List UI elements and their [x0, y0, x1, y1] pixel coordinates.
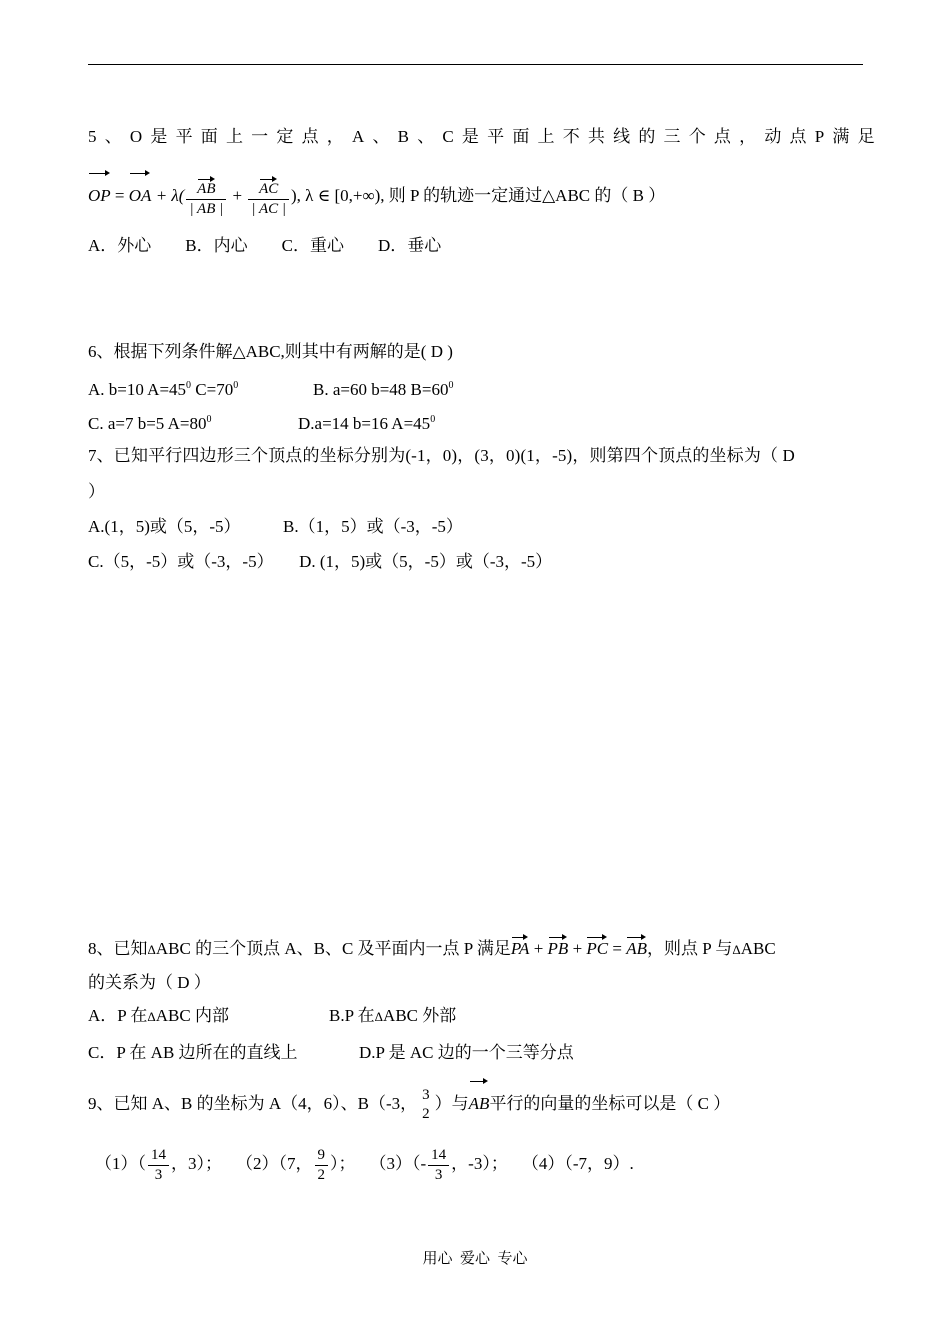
- q8-stem: 8、已知ΔABC 的三个顶点 A、B、C 及平面内一点 P 满足PA + PB + PC = AB，则点 P 与ΔABC: [88, 934, 776, 961]
- q6-option-b: B. a=60 b=48 $B=60^0$: [313, 380, 454, 399]
- q8-option-d: D.P 是 AC 边的一个三等分点: [359, 1043, 574, 1062]
- fraction-ab: $\frac{AB}{| AB |}$: [186, 176, 226, 219]
- vector-ab: AB: [626, 934, 647, 960]
- fraction-14-3-neg: $\frac{14}{3}$: [428, 1146, 449, 1185]
- page-footer: 用心 爱心 专心: [422, 1251, 528, 1267]
- fraction-ac: $\frac{AC}{| AC |}$: [248, 176, 289, 219]
- vector-ab-q9: AB: [469, 1078, 490, 1126]
- vector-oa: OA: [129, 170, 152, 218]
- q7-options-cd: C.（5，-5）或（-3，-5） D. (1，5)或（5，-5）或（-3，-5）: [88, 552, 553, 571]
- triangle-symbol: Δ: [147, 942, 156, 957]
- q5-stem-line1: 5、O是平面上一定点，A、B、C是平面上不共线的三个点，动点P满足: [88, 127, 875, 146]
- vector-pa: PA: [511, 934, 530, 960]
- q9-stem: 9、已知 A、B 的坐标为 A（4，6）、B（-3， 3 2 ）与AB平行的向量的坐标可以是（ C ）: [88, 1078, 730, 1126]
- q6-stem: 6、根据下列条件解△ABC,则其中有两解的是( D ): [88, 342, 453, 361]
- q7-stem-cont: ）: [88, 482, 105, 501]
- q8-stem-cont: 的关系为（ D ）: [88, 973, 211, 992]
- q6-option-a: A. b=10 $A=45^0$ $C=70^0$: [88, 380, 239, 399]
- q7-options-ab: A.(1，5)或（5，-5） B.（1，5）或（-3，-5）: [88, 517, 463, 536]
- q7-stem: 7、已知平行四边形三个顶点的坐标分别为(-1，0)，(3，0)(1，-5)，则第四个顶点的坐标为（ D: [88, 446, 795, 465]
- q6-option-c: C. a=7 b=5 $A=80^0$: [88, 414, 212, 433]
- q6-option-d: D.a=14 b=16 $A=45^0$: [298, 414, 436, 433]
- fraction-9-2: $\frac{9}{2}$: [315, 1146, 329, 1185]
- q8-option-c: C．P 在 AB 边所在的直线上: [88, 1043, 298, 1062]
- q5-stem-end: 则 P 的轨迹一定通过△ABC 的（ B ）: [384, 186, 666, 205]
- fraction-3-2: 3 2: [422, 1087, 430, 1123]
- q5-formula-line: OP = OA + λ( $\frac{AB}{| AB |}$ + $\frac{AC}{| AC |}$ ), λ ∈ [0,+∞), 则 P 的轨迹一定通过△ABC 的（ B ）: [88, 170, 665, 219]
- q8-option-b: B.P 在ΔABC 外部: [329, 1006, 457, 1025]
- q8-option-a: A．P 在ΔABC 内部: [88, 1006, 229, 1025]
- fraction-14-3: $\frac{14}{3}$: [148, 1146, 169, 1185]
- vector-pc: PC: [586, 934, 608, 960]
- header-rule: [88, 64, 863, 65]
- q5-options: A．外心 B．内心 C．重心 D．垂心: [88, 236, 442, 255]
- q9-options: （1）（ $\frac{14}{3}$ ，3）； （2）（7， $\frac{9}{2}$ ）； （3）（- $\frac{14}{3}$ ，-3）； （4）（-7，9）.: [95, 1146, 634, 1183]
- vector-op: OP: [88, 170, 111, 218]
- vector-pb: PB: [548, 934, 569, 960]
